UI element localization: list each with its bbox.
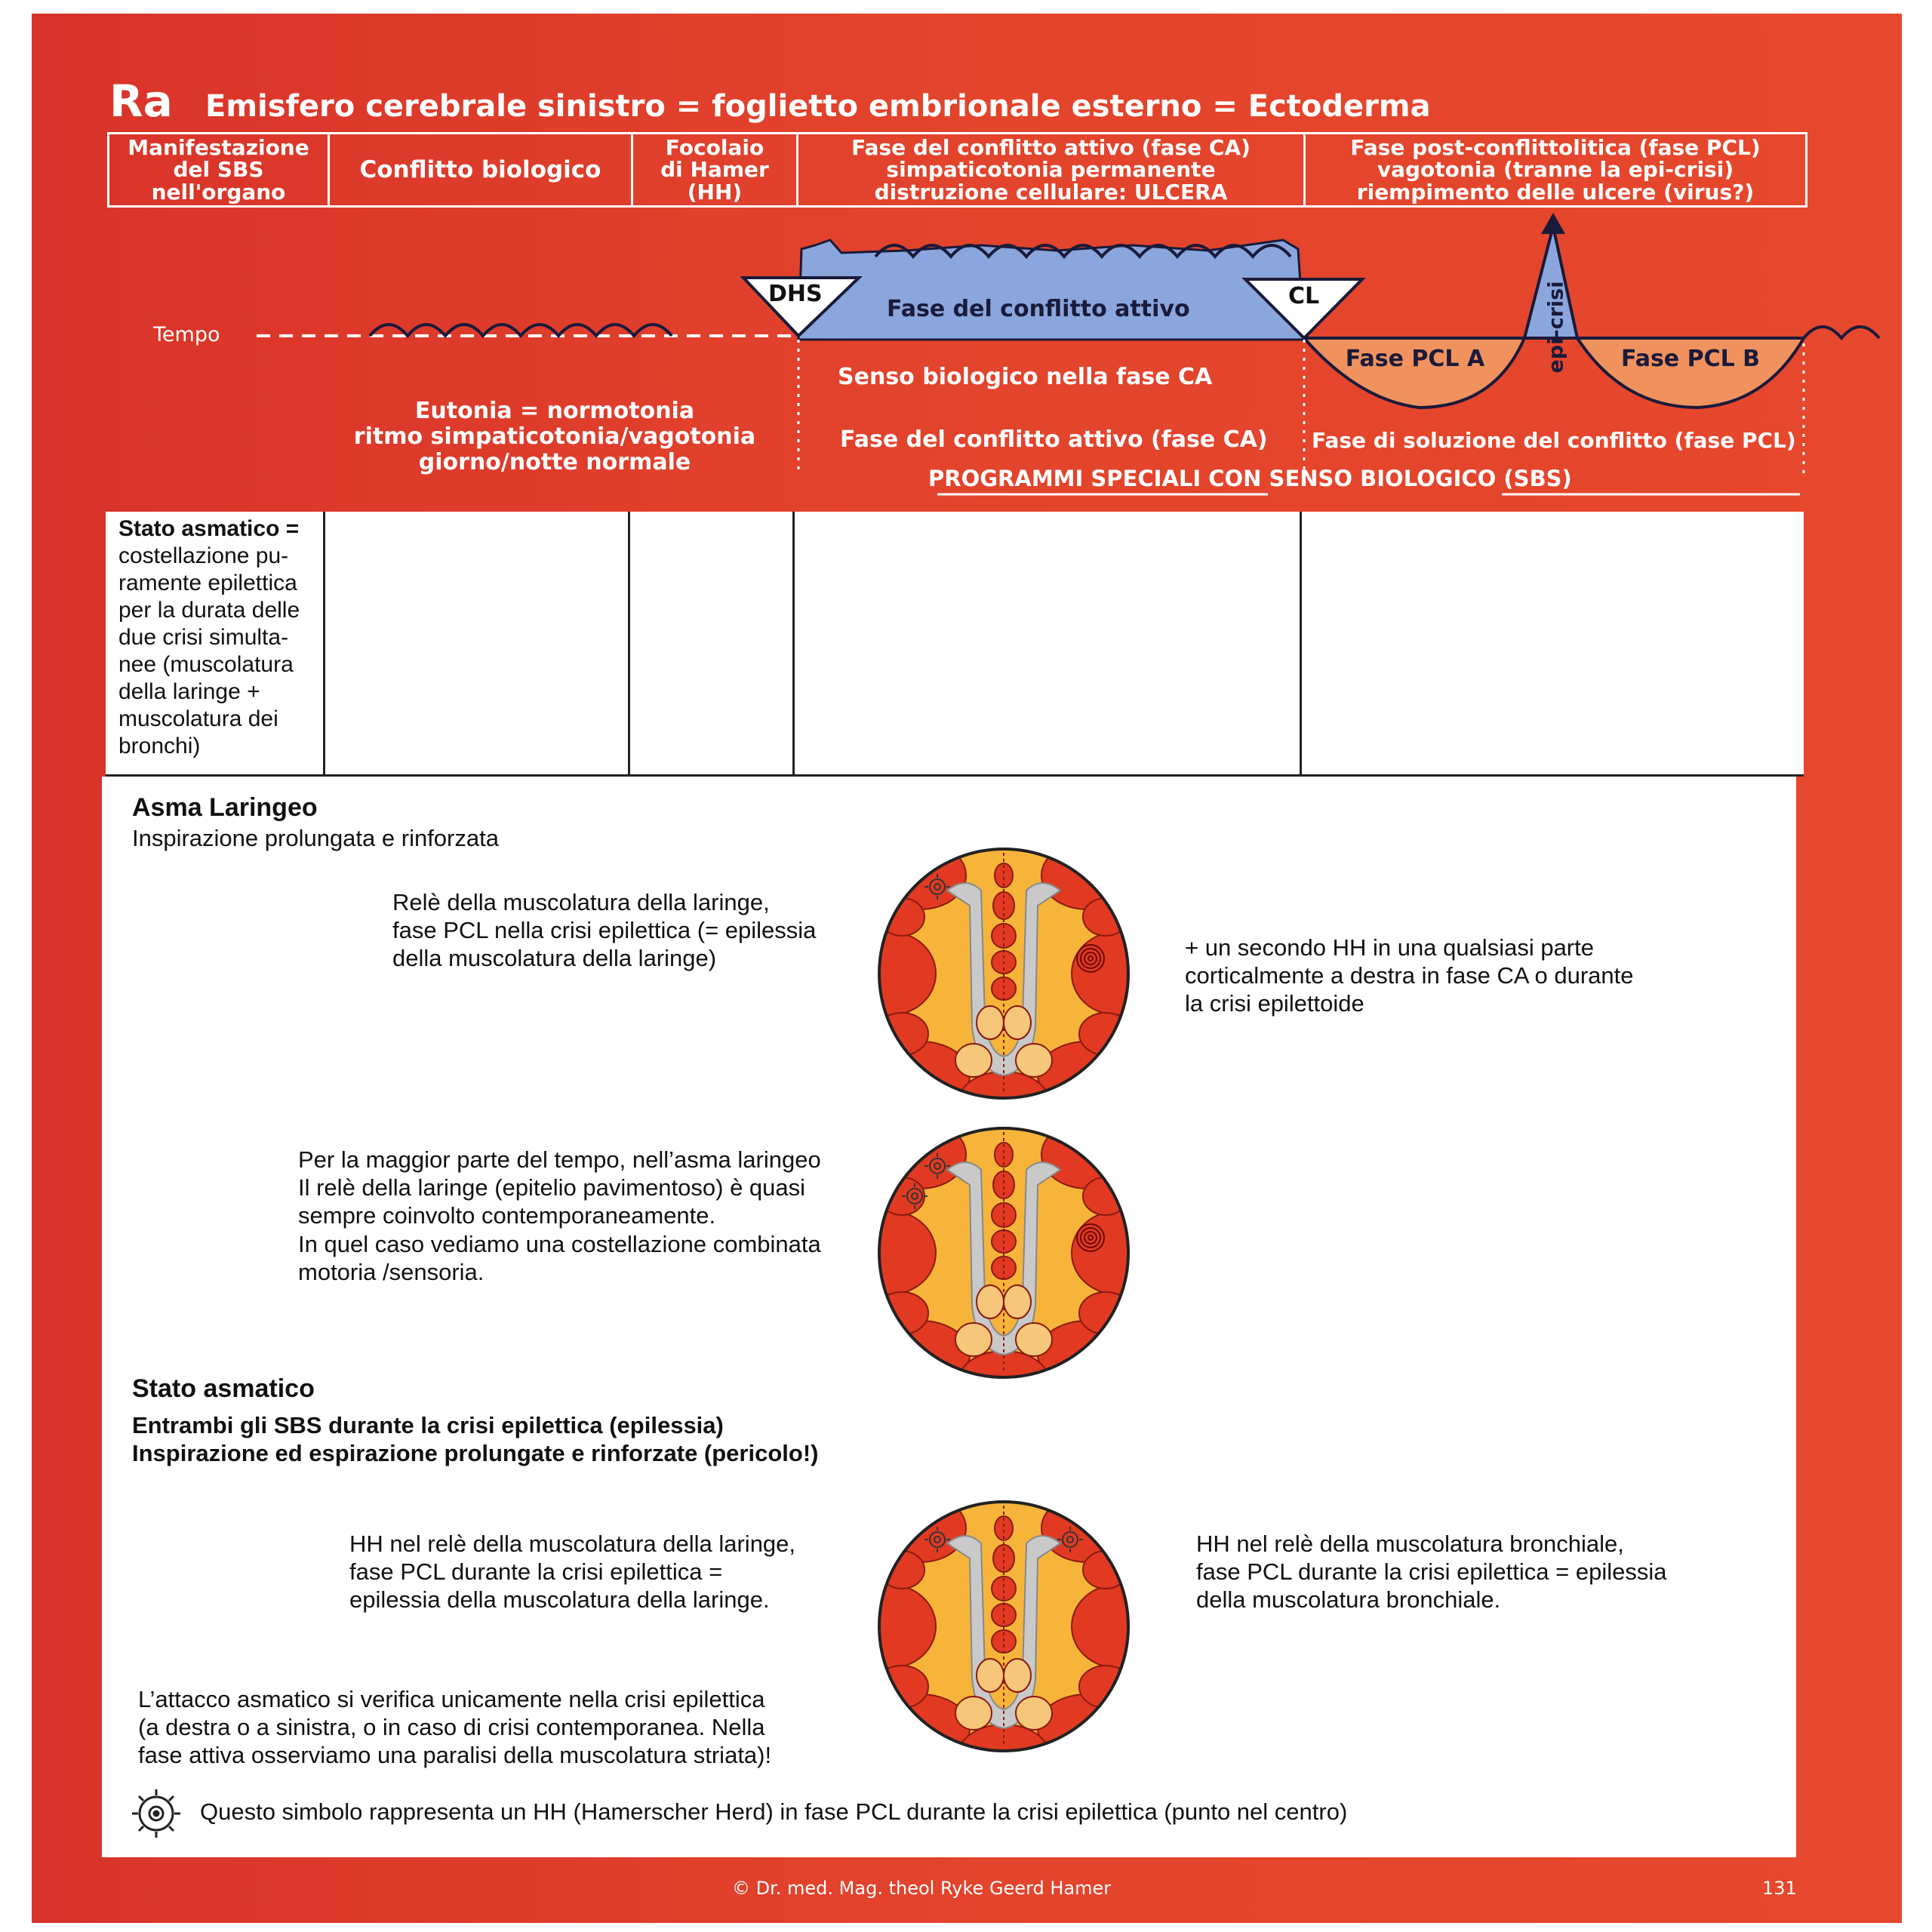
col-conflitto: Conflitto biologico [328,132,633,208]
tempo-label: Tempo [153,323,220,346]
row-divider [628,512,630,776]
stato-title: Stato asmatico [132,1374,315,1403]
asma-text-2: Per la maggior parte del tempo, nell’asma laringeo Il relè della laringe (epitelio pavimentoso) è quasi sempre coinvolto contemporaneamente. In quel caso vediamo una costellazione combinata motoria /sensoria. [298,1146,821,1285]
stato-sub-1: Entrambi gli SBS durante la crisi epilettica (epilessia) [132,1412,724,1438]
sbs-label: PROGRAMMI SPECIALI CON SENSO BIOLOGICO (SBS) [928,466,1572,491]
pcl-phase-label: Fase di soluzione del conflitto (fase PCL) [1312,428,1796,453]
active-phase-label: Fase del conflitto attivo [887,296,1190,322]
stato-text-left: HH nel relè della muscolatura della laringe, fase PCL durante la crisi epilettica = epilessia della muscolatura della laringe. [349,1531,796,1614]
asma-subtitle: Inspirazione prolungata e rinforzata [132,825,499,851]
dhs-label: DHS [768,281,823,307]
brain-section-icon [875,1124,1132,1381]
row-divider [792,512,795,776]
ca-phase-label: Fase del conflitto attivo (fase CA) [840,426,1268,453]
stato-text-right: HH nel relè della muscolatura bronchiale, fase PCL durante la crisi epilettica = epilessia della muscolatura bronchiale. [1196,1531,1667,1614]
col-manifestazione: Manifestazione del SBS nell'organo [107,132,330,208]
brain-section-icon [875,845,1132,1102]
page-number: 131 [1762,1878,1797,1899]
table-row [106,512,1804,776]
senso-ca-label: Senso biologico nella fase CA [838,364,1213,390]
col-fase-ca: Fase del conflitto attivo (fase CA) simpaticotonia permanente distruzione cellulare: ULCERA [796,132,1306,208]
pcl-b-label: Fase PCL B [1620,346,1761,372]
cl-label: CL [1288,283,1320,309]
col-focolaio: Focolaio di Hamer (HH) [631,132,798,208]
attack-text: L’attacco asmatico si verifica unicamente nella crisi epilettica (a destra o a sinistra, o in caso di crisi contemporanea. Nella fase attiva osserviamo una paralisi della muscolatura striata)! [138,1686,772,1769]
region-code: Ra [109,75,173,127]
brain-section-icon [875,1498,1132,1755]
row-divider [323,512,325,776]
hh-symbol-icon [130,1787,183,1840]
row-divider [1300,512,1302,776]
asma-title: Asma Laringeo [132,793,318,822]
pcl-a-label: Fase PCL A [1345,346,1485,372]
symbol-note: Questo simbolo rappresenta un HH (Hamerscher Herd) in fase PCL durante la crisi epilettica (punto nel centro) [200,1798,1348,1825]
epi-crisi-label: epi-crisi [1544,281,1568,374]
col-fase-pcl: Fase post-conflittolitica (fase PCL) vagotonia (tranne la epi-crisi) riempimento delle ulcere (virus?) [1303,132,1807,208]
asma-text-right-1: + un secondo HH in una qualsiasi parte corticalmente a destra in fase CA o durante la crisi epilettoide [1185,934,1634,1017]
eutonia-text: Eutonia = normotonia ritmo simpaticotonia/vagotonia giorno/notte normale [353,398,756,475]
stato-asmatico-cell: Stato asmatico = costellazione pu- ramente epilettica per la durata delle due crisi simulta- nee (muscolatura della laringe + muscolatura dei bronchi) [118,516,300,758]
page-title: Emisfero cerebrale sinistro = foglietto embrionale esterno = Ectoderma [205,89,1431,124]
asma-text-1: Relè della muscolatura della laringe, fase PCL nella crisi epilettica (= epilessia della muscolatura della laringe) [392,889,817,972]
footer-copyright: © Dr. med. Mag. theol Ryke Geerd Hamer [732,1878,1112,1899]
stato-sub-2: Inspirazione ed espirazione prolungate e rinforzate (pericolo!) [132,1440,819,1466]
